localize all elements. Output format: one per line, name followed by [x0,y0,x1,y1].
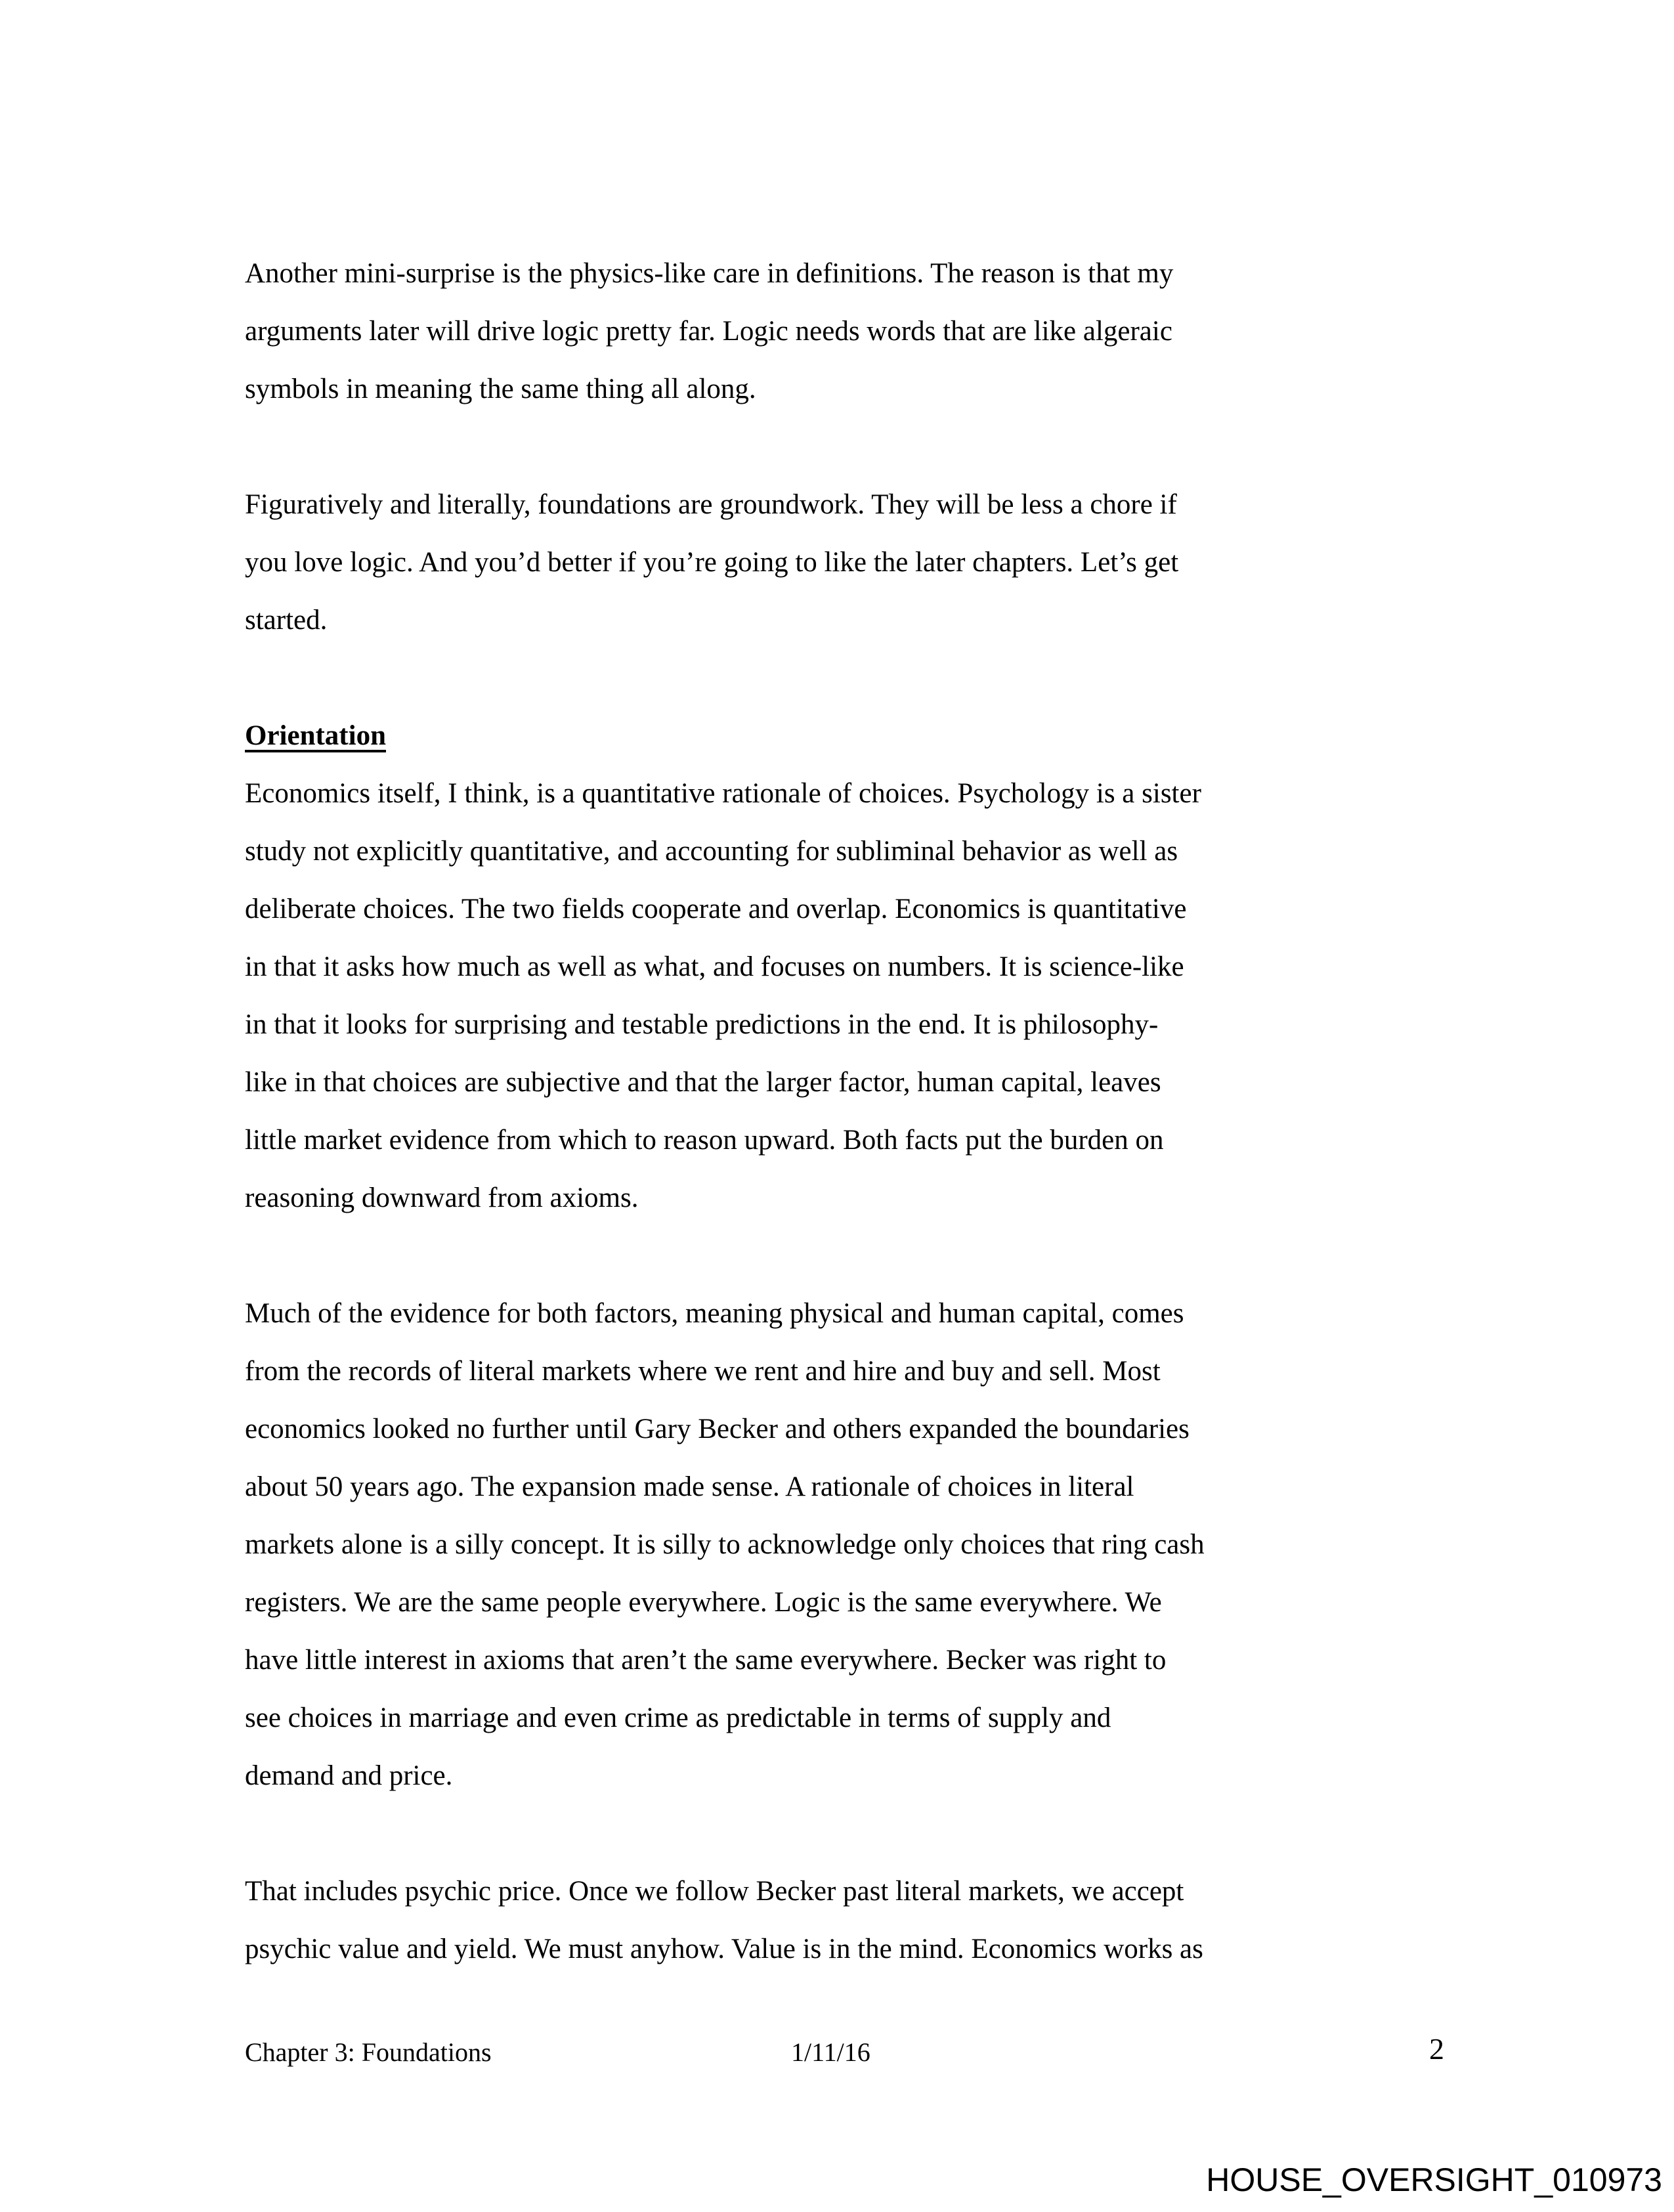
text-line: markets alone is a silly concept. It is silly to acknowledge only choices that ring cash [245,1529,1205,1560]
text-line: demand and price. [245,1760,453,1791]
text-line: That includes psychic price. Once we follow Becker past literal markets, we accept [245,1876,1184,1907]
text-line: have little interest in axioms that aren’t the same everywhere. Becker was right to [245,1645,1167,1676]
text-line: Another mini-surprise is the physics-like care in definitions. The reason is that my [245,258,1174,289]
text-line: about 50 years ago. The expansion made sense. A rationale of choices in literal [245,1471,1134,1502]
paragraph [245,476,1427,649]
document-body [245,245,1427,2036]
text-line: registers. We are the same people everywhere. Logic is the same everywhere. We [245,1587,1162,1618]
section-heading [245,707,1427,765]
text-line: started. [245,605,328,636]
footer-chapter-label: Chapter 3: Foundations [245,2037,492,2067]
text-line: study not explicitly quantitative, and accounting for subliminal behavior as well as [245,836,1178,867]
paragraph [245,1863,1427,1978]
text-line: Economics itself, I think, is a quantitative rationale of choices. Psychology is a sister [245,778,1201,809]
paragraph [245,765,1427,1227]
text-line: economics looked no further until Gary Becker and others expanded the boundaries [245,1414,1190,1444]
text-line: from the records of literal markets where we rent and hire and buy and sell. Most [245,1356,1161,1387]
text-line: symbols in meaning the same thing all along. [245,374,756,404]
footer-date: 1/11/16 [791,2037,870,2067]
text-line: reasoning downward from axioms. [245,1182,639,1213]
text-line: little market evidence from which to reason upward. Both facts put the burden on [245,1125,1164,1156]
text-line: deliberate choices. The two fields cooperate and overlap. Economics is quantitative [245,894,1187,924]
text-line: like in that choices are subjective and that the larger factor, human capital, leaves [245,1067,1161,1098]
text-line: arguments later will drive logic pretty far. Logic needs words that are like algeraic [245,316,1172,347]
bates-stamp: HOUSE_OVERSIGHT_010973 [1206,2161,1662,2198]
text-line: psychic value and yield. We must anyhow. Value is in the mind. Economics works as [245,1934,1203,1964]
text-line: in that it looks for surprising and testable predictions in the end. It is philosophy- [245,1009,1159,1040]
page-number: 2 [1429,2032,1444,2066]
text-line: you love logic. And you’d better if you’re going to like the later chapters. Let’s get [245,547,1179,578]
text-line: see choices in marriage and even crime as predictable in terms of supply and [245,1702,1111,1733]
text-line: Figuratively and literally, foundations are groundwork. They will be less a chore if [245,489,1177,520]
text-line: in that it asks how much as well as what, and focuses on numbers. It is science-like [245,951,1184,982]
paragraph [245,245,1427,418]
heading-line [245,707,1427,765]
text-line: Much of the evidence for both factors, meaning physical and human capital, comes [245,1298,1184,1329]
heading-label: Orientation [245,720,386,751]
paragraph [245,1285,1427,1805]
